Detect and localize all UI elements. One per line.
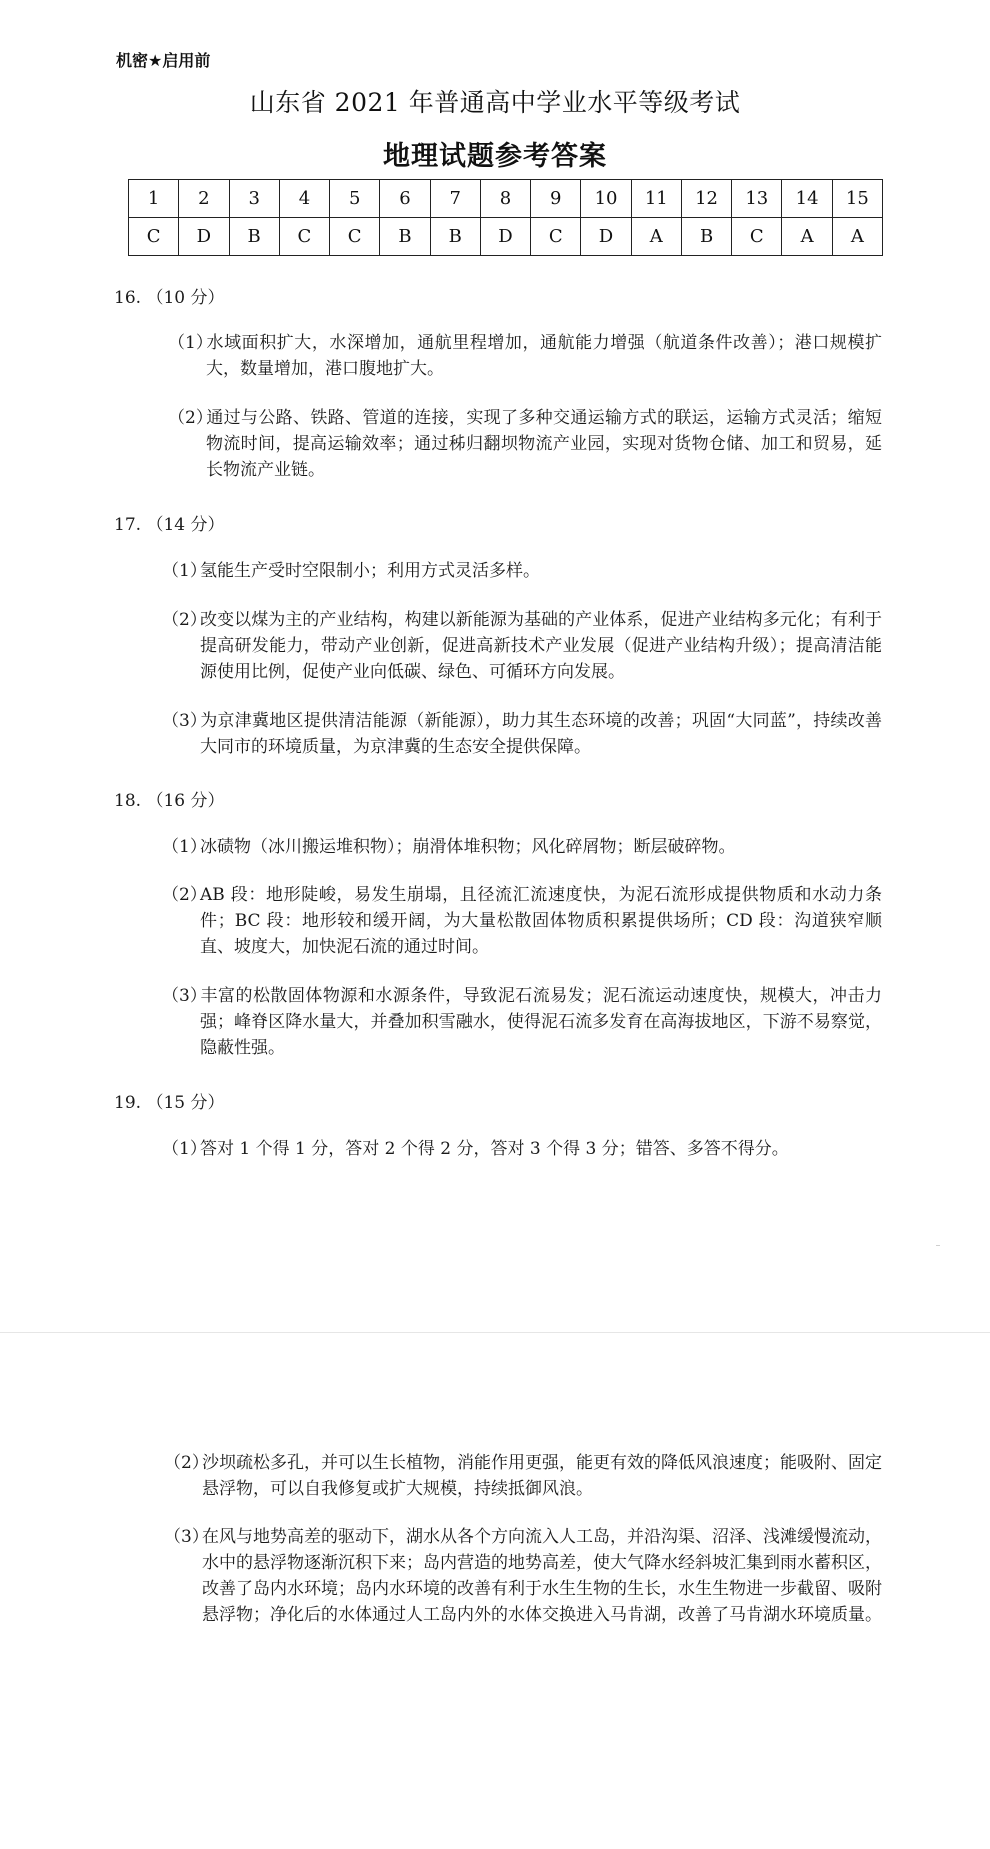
table-cell: B <box>229 218 279 256</box>
answer-text: 沙坝疏松多孔，并可以生长植物，消能作用更强，能更有效的降低风浪速度；能吸附、固定悬浮物，可以自我修复或扩大规模，持续抵御风浪。 <box>202 1453 882 1499</box>
table-cell: C <box>330 218 380 256</box>
question-16-part-2: （2）通过与公路、铁路、管道的连接，实现了多种交通运输方式的联运，运输方式灵活；缩短物流时间，提高运输效率；通过秭归翻坝物流产业园，实现对货物仓储、加工和贸易，延长物流产业链。 <box>168 408 882 480</box>
question-18-heading: 18. （16 分） <box>114 791 225 811</box>
table-cell: 15 <box>832 180 882 218</box>
question-19-heading: 19. （15 分） <box>114 1093 225 1113</box>
question-19-part-1: （1）答对 1 个得 1 分，答对 2 个得 2 分，答对 3 个得 3 分；错答、多答不得分。 <box>162 1139 789 1159</box>
question-16-part-1: （1）水域面积扩大，水深增加，通航里程增加，通航能力增强（航道条件改善）；港口规模扩大，数量增加，港口腹地扩大。 <box>168 333 882 379</box>
answer-text: 在风与地势高差的驱动下，湖水从各个方向流入人工岛，并沿沟渠、沼泽、浅滩缓慢流动，水中的悬浮物逐渐沉积下来；岛内营造的地势高差，使大气降水经斜坡汇集到雨水蓄积区，改善了岛内水环境；岛内水环境的改善有利于水生生物的生长，水生生物进一步截留、吸附悬浮物；净化后的水体通过人工岛内外的水体交换进入马肯湖，改善了马肯湖水环境质量。 <box>202 1527 882 1625</box>
table-cell: B <box>681 218 731 256</box>
table-cell: 11 <box>631 180 681 218</box>
answer-text: 丰富的松散固体物源和水源条件，导致泥石流易发；泥石流运动速度快，规模大，冲击力强；峰脊区降水量大，并叠加积雪融水，使得泥石流多发育在高海拔地区，下游不易察觉，隐蔽性强。 <box>200 986 882 1058</box>
answer-text: 水域面积扩大，水深增加，通航里程增加，通航能力增强（航道条件改善）；港口规模扩大，数量增加，港口腹地扩大。 <box>206 333 882 379</box>
answer-text: 为京津冀地区提供清洁能源（新能源），助力其生态环境的改善；巩固“大同蓝”，持续改善大同市的环境质量，为京津冀的生态安全提供保障。 <box>200 711 882 757</box>
question-18-part-2: （2）AB 段：地形陡峻，易发生崩塌，且径流汇流速度快，为泥石流形成提供物质和水动力条件；BC 段：地形较和缓开阔，为大量松散固体物质积累提供场所；CD 段：沟道狭窄顺直、坡度大，加快泥石流的通过时间。 <box>162 885 882 957</box>
table-cell: C <box>732 218 782 256</box>
answer-table <box>128 179 883 256</box>
table-cell: 14 <box>782 180 832 218</box>
question-number-row <box>129 180 883 218</box>
question-17-part-3: （3）为京津冀地区提供清洁能源（新能源），助力其生态环境的改善；巩固“大同蓝”，持续改善大同市的环境质量，为京津冀的生态安全提供保障。 <box>162 711 882 757</box>
table-cell: D <box>179 218 229 256</box>
answer-text: 答对 1 个得 1 分，答对 2 个得 2 分，答对 3 个得 3 分；错答、多答不得分。 <box>200 1139 789 1159</box>
question-19-part-3: （3）在风与地势高差的驱动下，湖水从各个方向流入人工岛，并沿沟渠、沼泽、浅滩缓慢流动，水中的悬浮物逐渐沉积下来；岛内营造的地势高差，使大气降水经斜坡汇集到雨水蓄积区，改善了岛内水环境；岛内水环境的改善有利于水生生物的生长，水生生物进一步截留、吸附悬浮物；净化后的水体通过人工岛内外的水体交换进入马肯湖，改善了马肯湖水环境质量。 <box>164 1527 882 1625</box>
table-cell: 6 <box>380 180 430 218</box>
table-cell: A <box>782 218 832 256</box>
table-cell: C <box>279 218 329 256</box>
table-cell: D <box>480 218 530 256</box>
answer-row <box>129 218 883 256</box>
page-two <box>0 1333 990 1849</box>
table-cell: 1 <box>129 180 179 218</box>
question-17-heading: 17. （14 分） <box>114 515 225 535</box>
question-18-part-3: （3）丰富的松散固体物源和水源条件，导致泥石流易发；泥石流运动速度快，规模大，冲击力强；峰脊区降水量大，并叠加积雪融水，使得泥石流多发育在高海拔地区，下游不易察觉，隐蔽性强。 <box>162 986 882 1058</box>
confidential-label: 机密★启用前 <box>116 51 211 70</box>
table-cell: 5 <box>330 180 380 218</box>
table-cell: 13 <box>732 180 782 218</box>
table-cell: 9 <box>531 180 581 218</box>
table-cell: 4 <box>279 180 329 218</box>
question-18-part-1: （1）冰碛物（冰川搬运堆积物）；崩滑体堆积物；风化碎屑物；断层破碎物。 <box>162 837 736 857</box>
exam-title: 山东省 2021 年普通高中学业水平等级考试 <box>249 88 741 117</box>
table-cell: 10 <box>581 180 631 218</box>
table-cell: B <box>380 218 430 256</box>
scan-speck <box>936 1245 940 1246</box>
answer-text: AB 段：地形陡峻，易发生崩塌，且径流汇流速度快，为泥石流形成提供物质和水动力条件；BC 段：地形较和缓开阔，为大量松散固体物质积累提供场所；CD 段：沟道狭窄顺直、坡度大，加快泥石流的通过时间。 <box>200 885 882 957</box>
answer-key-title: 地理试题参考答案 <box>383 141 607 172</box>
question-16-heading: 16. （10 分） <box>114 288 225 308</box>
table-cell: 12 <box>681 180 731 218</box>
answer-text: 改变以煤为主的产业结构，构建以新能源为基础的产业体系，促进产业结构多元化；有利于提高研发能力，带动产业创新，促进高新技术产业发展（促进产业结构升级）；提高清洁能源使用比例，促使产业向低碳、绿色、可循环方向发展。 <box>200 610 882 682</box>
table-cell: D <box>581 218 631 256</box>
table-cell: 7 <box>430 180 480 218</box>
table-cell: C <box>129 218 179 256</box>
table-cell: 2 <box>179 180 229 218</box>
answer-text: 冰碛物（冰川搬运堆积物）；崩滑体堆积物；风化碎屑物；断层破碎物。 <box>200 837 736 857</box>
table-cell: C <box>531 218 581 256</box>
table-cell: B <box>430 218 480 256</box>
table-cell: A <box>832 218 882 256</box>
table-cell: 3 <box>229 180 279 218</box>
question-19-part-2: （2）沙坝疏松多孔，并可以生长植物，消能作用更强，能更有效的降低风浪速度；能吸附、固定悬浮物，可以自我修复或扩大规模，持续抵御风浪。 <box>164 1453 882 1499</box>
answer-text: 氢能生产受时空限制小；利用方式灵活多样。 <box>200 561 540 581</box>
table-cell: A <box>631 218 681 256</box>
question-17-part-2: （2）改变以煤为主的产业结构，构建以新能源为基础的产业体系，促进产业结构多元化；有利于提高研发能力，带动产业创新，促进高新技术产业发展（促进产业结构升级）；提高清洁能源使用比例，促使产业向低碳、绿色、可循环方向发展。 <box>162 610 882 682</box>
table-cell: 8 <box>480 180 530 218</box>
answer-text: 通过与公路、铁路、管道的连接，实现了多种交通运输方式的联运，运输方式灵活；缩短物流时间，提高运输效率；通过秭归翻坝物流产业园，实现对货物仓储、加工和贸易，延长物流产业链。 <box>206 408 882 480</box>
question-17-part-1: （1）氢能生产受时空限制小；利用方式灵活多样。 <box>162 561 540 581</box>
